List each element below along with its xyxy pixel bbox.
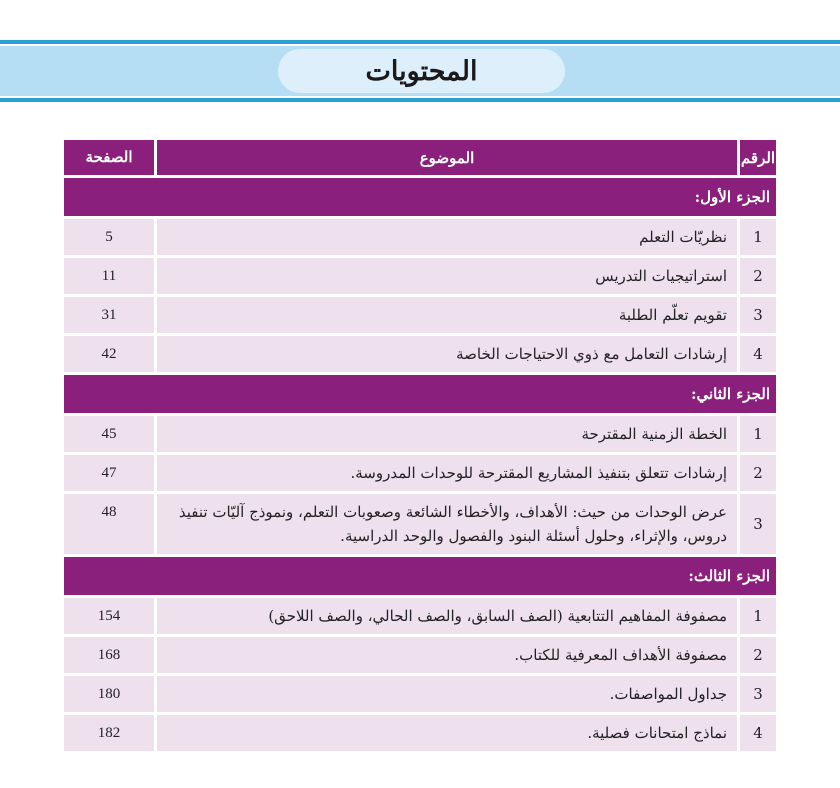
entry-topic: مصفوفة الأهداف المعرفية للكتاب. xyxy=(157,637,737,673)
entry-page: 42 xyxy=(64,336,154,372)
section-header-part-3: الجزء الثالث: xyxy=(64,557,776,595)
entry-number: 1 xyxy=(740,598,776,634)
entry-topic: إرشادات تتعلق بتنفيذ المشاريع المقترحة للوحدات المدروسة. xyxy=(157,455,737,491)
section-header-part-2: الجزء الثاني: xyxy=(64,375,776,413)
entry-topic: مصفوفة المفاهيم التتابعية (الصف السابق، والصف الحالي، والصف اللاحق) xyxy=(157,598,737,634)
entry-topic: نماذج امتحانات فصلية. xyxy=(157,715,737,751)
entry-number: 3 xyxy=(740,494,776,554)
table-row[interactable] xyxy=(64,219,776,255)
entry-number: 3 xyxy=(740,676,776,712)
entry-number: 1 xyxy=(740,416,776,452)
entry-topic: استراتيجيات التدريس xyxy=(157,258,737,294)
entry-number: 1 xyxy=(740,219,776,255)
entry-number: 2 xyxy=(740,258,776,294)
entry-number: 2 xyxy=(740,455,776,491)
entry-page: 45 xyxy=(64,416,154,452)
entry-page: 11 xyxy=(64,258,154,294)
entry-topic: جداول المواصفات. xyxy=(157,676,737,712)
table-row[interactable] xyxy=(64,494,776,554)
entry-page: 180 xyxy=(64,676,154,712)
table-header-row xyxy=(64,140,776,175)
entry-topic: تقويم تعلّم الطلبة xyxy=(157,297,737,333)
entry-topic: نظريّات التعلم xyxy=(157,219,737,255)
table-row[interactable] xyxy=(64,258,776,294)
table-row[interactable] xyxy=(64,455,776,491)
banner-top-line xyxy=(0,40,840,44)
section-header-part-1: الجزء الأول: xyxy=(64,178,776,216)
entry-page: 5 xyxy=(64,219,154,255)
table-row[interactable] xyxy=(64,715,776,751)
page-title: المحتويات xyxy=(278,49,565,93)
column-header-number: الرقم xyxy=(740,140,776,175)
table-row[interactable] xyxy=(64,416,776,452)
entry-page: 47 xyxy=(64,455,154,491)
entry-page: 168 xyxy=(64,637,154,673)
entry-topic: إرشادات التعامل مع ذوي الاحتياجات الخاصة xyxy=(157,336,737,372)
table-row[interactable] xyxy=(64,297,776,333)
entry-page: 182 xyxy=(64,715,154,751)
entry-number: 4 xyxy=(740,715,776,751)
table-row[interactable] xyxy=(64,336,776,372)
entry-number: 4 xyxy=(740,336,776,372)
banner-bottom-line xyxy=(0,98,840,102)
contents-table xyxy=(64,140,776,754)
entry-page: 154 xyxy=(64,598,154,634)
table-row[interactable] xyxy=(64,598,776,634)
entry-page: 48 xyxy=(64,494,154,554)
table-row[interactable] xyxy=(64,637,776,673)
entry-topic: الخطة الزمنية المقترحة xyxy=(157,416,737,452)
entry-number: 2 xyxy=(740,637,776,673)
table-row[interactable] xyxy=(64,676,776,712)
column-header-page: الصفحة xyxy=(64,140,154,175)
entry-topic: عرض الوحدات من حيث: الأهداف، والأخطاء الشائعة وصعوبات التعلم، ونموذج آليّات تنفيذ دروس، والإثراء، وحلول أسئلة البنود والفصول والوحد الدراسية. xyxy=(157,494,737,554)
entry-page: 31 xyxy=(64,297,154,333)
column-header-topic: الموضوع xyxy=(157,140,737,175)
entry-number: 3 xyxy=(740,297,776,333)
